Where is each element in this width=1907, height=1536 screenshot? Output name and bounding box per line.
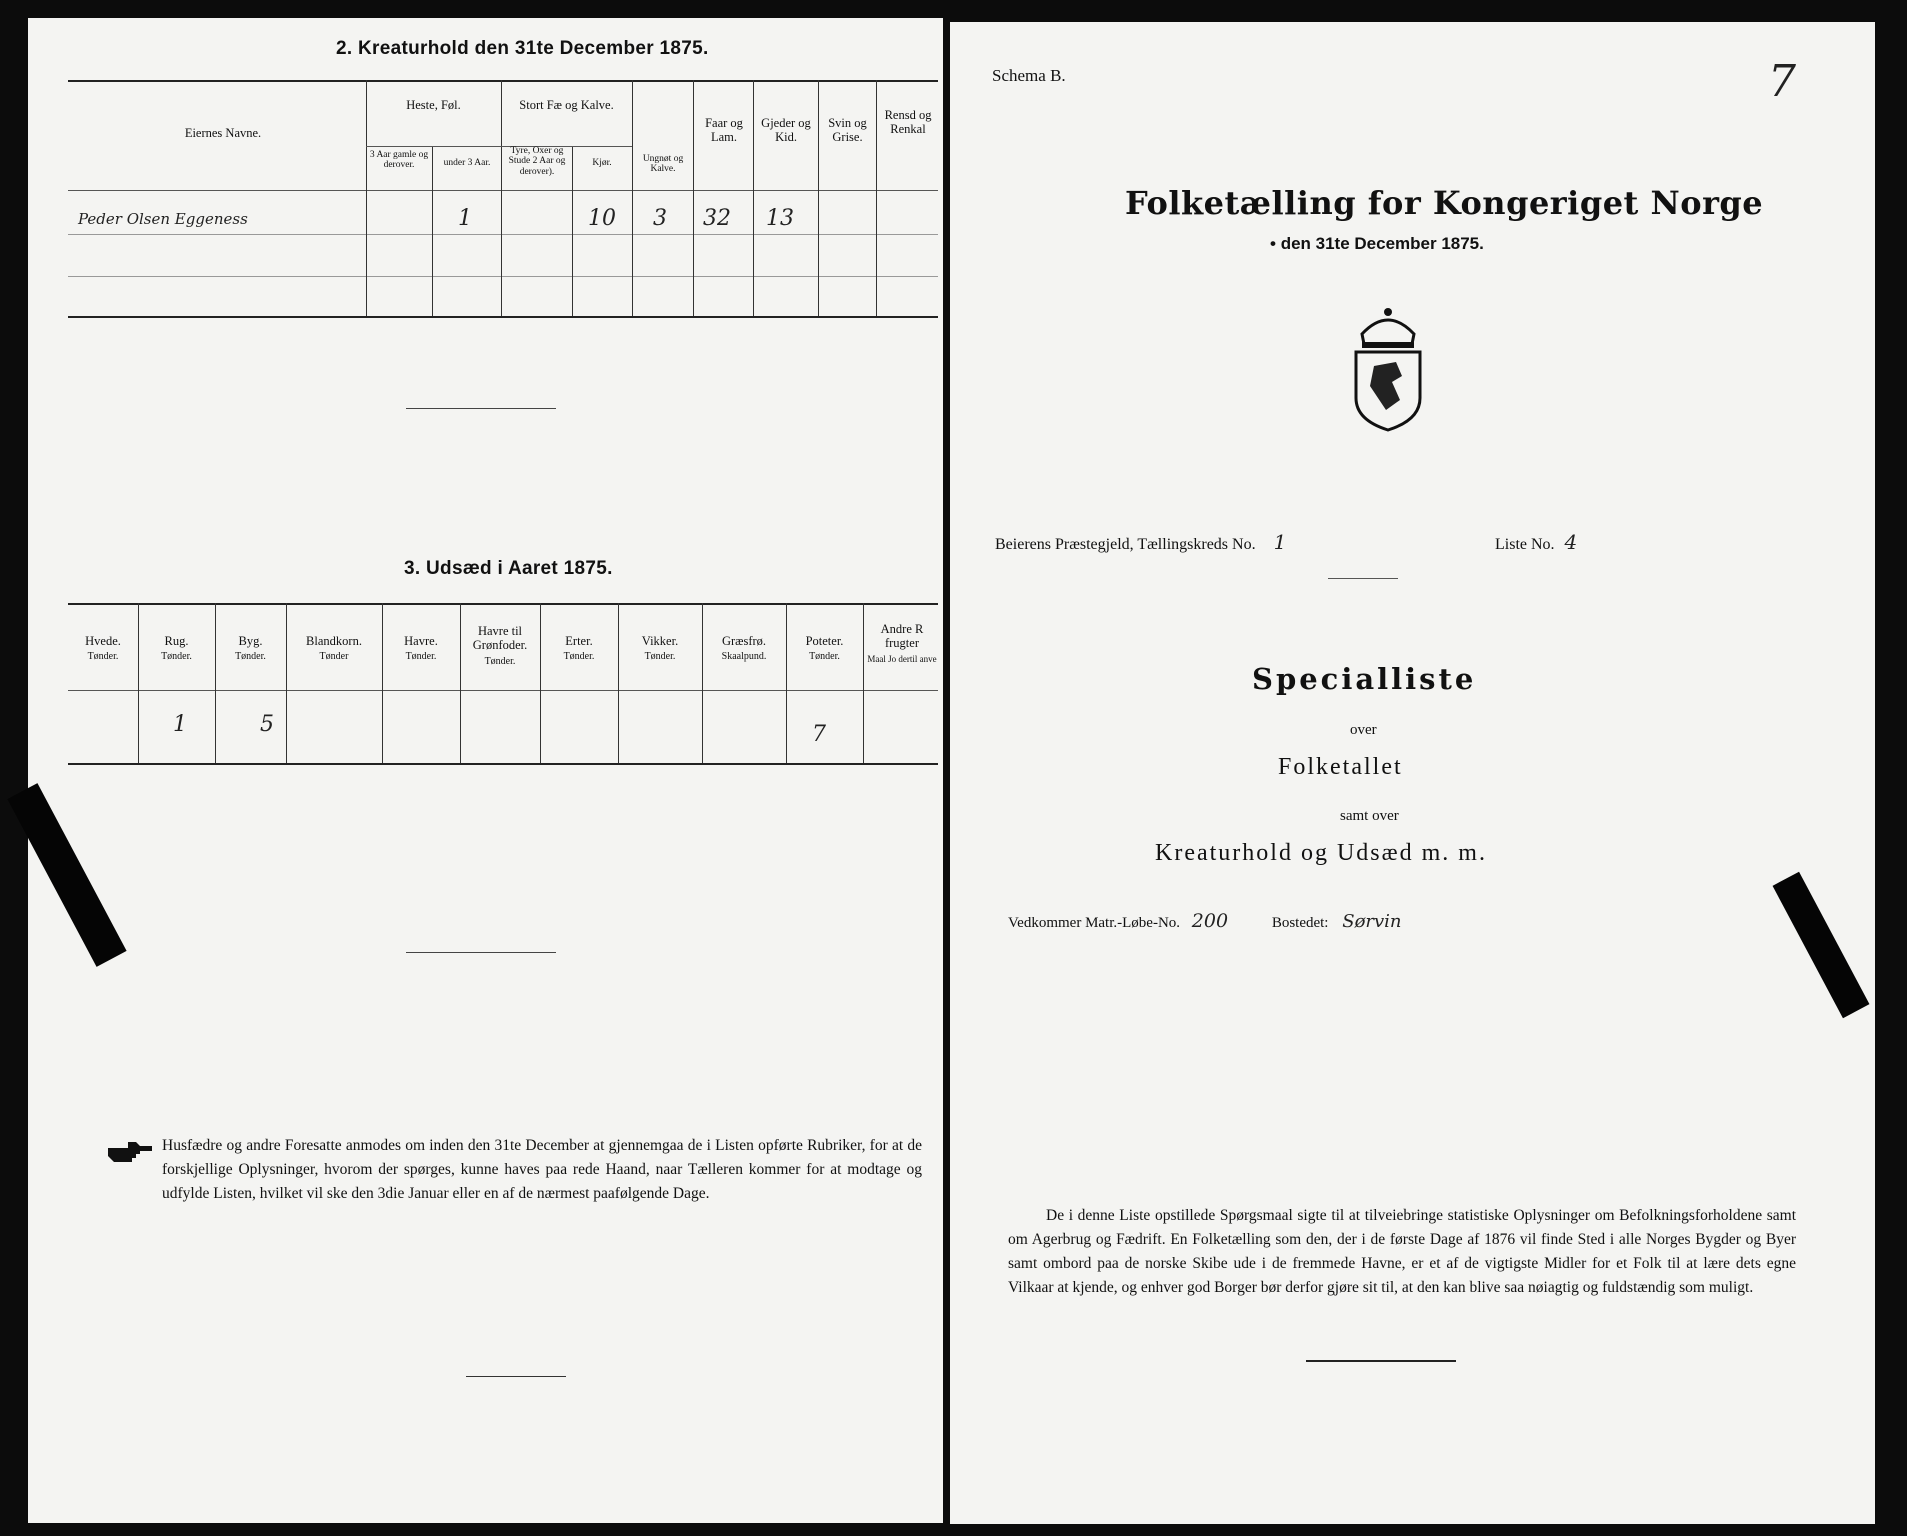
table2-row-rule (68, 276, 938, 277)
parish-label: Beierens Præstegjeld, (995, 536, 1134, 553)
right-page (950, 22, 1875, 1524)
subheader-rule (366, 146, 632, 147)
list-label: Liste No. (1495, 536, 1555, 553)
divider (406, 408, 556, 409)
col-poteter: Poteter. Tønder. (805, 634, 844, 663)
col-hvede: Hvede. Tønder. (85, 634, 121, 663)
section3-title: 3. Udsæd i Aaret 1875. (404, 558, 613, 579)
col-line (818, 80, 819, 316)
header-horses-sub1: 3 Aar gamle og derover. (369, 150, 429, 171)
header-cattle-sub3: Ungnøt og Kalve. (642, 154, 684, 175)
col-line (382, 603, 383, 763)
col-line (501, 80, 502, 316)
col-line (572, 146, 573, 316)
horses-under3-value: 1 (458, 206, 472, 231)
col-havre-gronfoder: Havre til Grønfoder. Tønder. (472, 624, 528, 667)
date-line: • den 31te December 1875. (1270, 234, 1484, 253)
kreaturhold-label: Kreaturhold og Udsæd m. m. (1155, 840, 1487, 866)
goats-value: 13 (766, 206, 794, 231)
table2-bottom-rule (68, 316, 938, 318)
col-line (876, 80, 877, 316)
header-horses-sub2: under 3 Aar. (443, 158, 491, 168)
header-reindeer: Rensd og Renkal (884, 108, 932, 137)
notice-text: Husfædre og andre Foresatte anmodes om inden den 31te December at gjennemgaa de i Listen opførte Rubriker, for at de forskjellige Oplysninger, hvorom der spørges, kunne haves paa rede Haand, naar Tælleren kommer for at modtage og udfylde Listen, hvilket vil ske den 3die Januar eller en af de nærmest paafølgende Dage. (162, 1137, 922, 1202)
matr-value: 200 (1191, 910, 1229, 932)
coat-of-arms-icon (1346, 302, 1430, 432)
header-cattle: Stort Fæ og Kalve. (519, 98, 614, 112)
table2-top-rule (68, 80, 938, 82)
list-line (1495, 530, 1577, 554)
matr-label: Vedkommer Matr.-Løbe-No. (1008, 915, 1181, 931)
table2-header-rule (68, 190, 938, 191)
col-andre: Andre R frugter Maal Jo dertil anve (867, 622, 937, 664)
schema-label: Schema B. (992, 66, 1066, 85)
page-number: 7 (1768, 56, 1796, 107)
bullet: • (1270, 234, 1281, 253)
over-label: over (1350, 722, 1377, 738)
header-cattle-sub1: Tyre, Oxer og Stude 2 Aar og derover). (508, 146, 566, 177)
owner-name: Peder Olsen Eggeness (78, 210, 248, 228)
header-owner: Eiernes Navne. (184, 126, 262, 140)
table3-top-rule (68, 603, 938, 605)
poteter-value: 7 (812, 722, 826, 747)
section2-title: 2. Kreaturhold den 31te December 1875. (336, 38, 709, 59)
col-line (286, 603, 287, 763)
main-title: Folketælling for Kongeriget Norge (1125, 184, 1764, 222)
table3-header-rule (68, 690, 938, 691)
header-pigs: Svin og Grise. (828, 116, 867, 145)
divider (466, 1376, 566, 1377)
specialliste-title: Specialliste (1252, 662, 1477, 696)
matr-line (1008, 910, 1402, 932)
table2-row-rule (68, 234, 938, 235)
col-line (540, 603, 541, 763)
col-line (618, 603, 619, 763)
col-line (693, 80, 694, 316)
col-byg: Byg. Tønder. (235, 634, 266, 663)
bosted-label: Bostedet: (1271, 915, 1329, 931)
header-sheep: Faar og Lam. (705, 116, 743, 145)
header-horses: Heste, Føl. (406, 98, 461, 112)
col-erter: Erter. Tønder. (563, 634, 595, 663)
header-goats: Gjeder og Kid. (761, 116, 811, 145)
header-cattle-sub2: Kjør. (592, 158, 612, 168)
divider (1306, 1360, 1456, 1362)
divider (1328, 578, 1398, 579)
table3-bottom-rule (68, 763, 938, 765)
col-line (432, 146, 433, 316)
col-havre: Havre. Tønder. (404, 634, 438, 663)
col-blandkorn: Blandkorn. Tønder (306, 634, 362, 663)
byg-value: 5 (260, 712, 274, 737)
col-line (632, 80, 633, 316)
cows-value: 10 (588, 206, 616, 231)
left-page (28, 18, 943, 1523)
list-value: 4 (1564, 530, 1578, 554)
pointing-hand-icon (106, 1138, 154, 1166)
col-rug: Rug. Tønder. (161, 634, 192, 663)
col-line (753, 80, 754, 316)
col-line (215, 603, 216, 763)
footer-text: De i denne Liste opstillede Spørgsmaal sigte til at tilveiebringe statistiske Oplysninger om Befolkningsforholdene samt om Agerbrug og Fædrift. En Folketælling som den, der i de første Dage af 1876 vil finde Sted i alle Norges Bygder og Byer samt ombord paa de norske Skibe ude i de fremmede Havne, er et af de vigtigste Midler for et Folk til at lære dets egne Vilkaar at kjende, og enhver god Borger bør derfor gjøre sit til, at den kan blive saa nøiagtig og fuldstændig som muligt. (1008, 1207, 1796, 1296)
col-graesfro: Græsfrø. Skaalpund. (721, 634, 767, 663)
col-line (786, 603, 787, 763)
samt-over-label: samt over (1340, 808, 1399, 824)
parish-line (995, 530, 1286, 554)
col-vikker: Vikker. Tønder. (641, 634, 679, 663)
divider (406, 952, 556, 953)
col-line (366, 80, 367, 316)
bosted-value: Sørvin (1342, 911, 1402, 932)
col-line (702, 603, 703, 763)
district-value: 1 (1273, 530, 1287, 554)
young-cattle-value: 3 (653, 206, 667, 231)
folketallet-label: Folketallet (1278, 754, 1403, 780)
district-label: Tællingskreds No. (1137, 536, 1256, 553)
rug-value: 1 (173, 712, 187, 737)
sheep-value: 32 (703, 206, 731, 231)
col-line (138, 603, 139, 763)
